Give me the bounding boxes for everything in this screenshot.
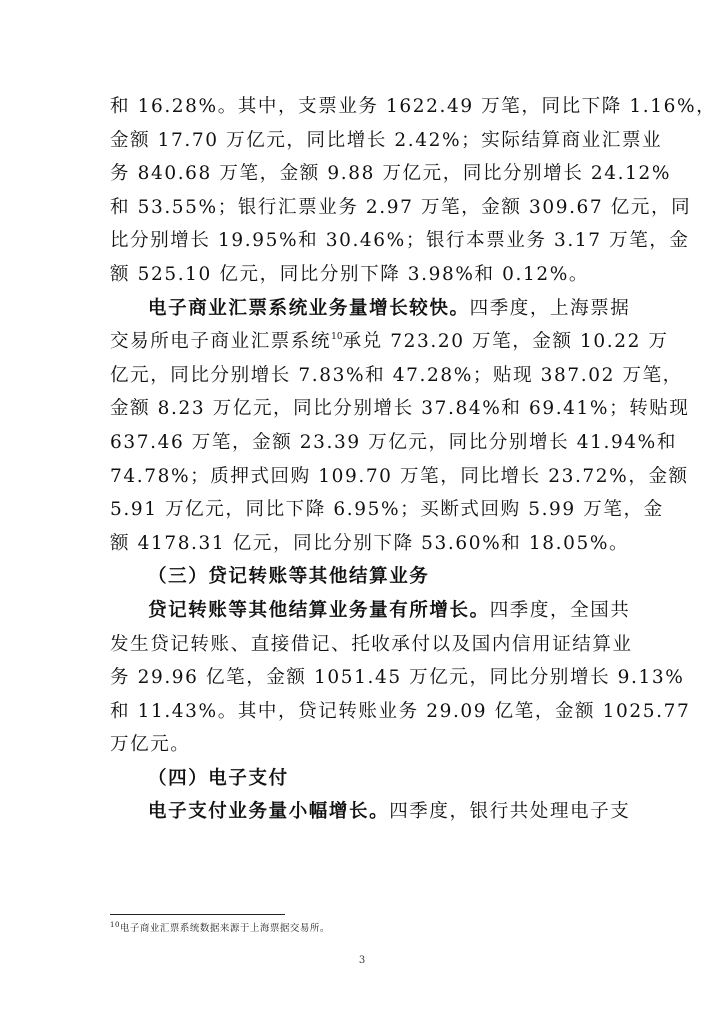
text-run: 四季度，上海票据	[469, 297, 631, 319]
text-line	[110, 325, 669, 359]
footnote-divider	[110, 914, 285, 915]
paragraph-lead-bold: 电子支付业务量小幅增长。	[148, 801, 390, 823]
text-line: 务 840.68 万笔，金额 9.88 万亿元，同比分别增长 24.12%	[110, 163, 672, 185]
footnote	[110, 922, 330, 936]
text-line: 金额 8.23 万亿元，同比分别增长 37.84%和 69.41%；转贴现	[110, 398, 690, 420]
section-heading: （四）电子支付	[148, 767, 289, 789]
paragraph-lead-bold: 电子商业汇票系统业务量增长较快。	[148, 297, 470, 319]
text-run: 交易所电子商业汇票系统	[110, 331, 332, 353]
text-run: 承兑 723.20 万笔，金额 10.22 万	[342, 331, 669, 353]
footnote-text: 电子商业汇票系统数据来源于上海票据交易所。	[119, 923, 330, 934]
paragraph-lead-line	[110, 795, 631, 829]
paragraph-lead-bold: 贷记转账等其他结算业务量有所增长。	[148, 599, 490, 621]
text-run: 四季度，全国共	[489, 599, 631, 621]
section-heading: （三）贷记转账等其他结算业务	[148, 566, 430, 588]
text-line: 74.78%；质押式回购 109.70 万笔，同比增长 23.72%，金额	[110, 465, 689, 487]
text-line: 额 525.10 亿元，同比分别下降 3.98%和 0.12%。	[110, 263, 589, 285]
text-line: 和 53.55%；银行汇票业务 2.97 万笔，金额 309.67 亿元，同	[110, 196, 692, 218]
page-number: 3	[358, 955, 366, 966]
text-line: 金额 17.70 万亿元，同比增长 2.42%；实际结算商业汇票业	[110, 129, 663, 151]
text-line: 和 11.43%。其中，贷记转账业务 29.09 亿笔，金额 1025.77	[110, 700, 691, 722]
text-line: 万亿元。	[110, 734, 191, 756]
text-line: 和 16.28%。其中，支票业务 1622.49 万笔，同比下降 1.16%，	[110, 96, 717, 117]
text-line: 发生贷记转账、直接借记、托收承付以及国内信用证结算业	[110, 633, 633, 655]
text-line: 务 29.96 亿笔，金额 1051.45 万亿元，同比分别增长 9.13%	[110, 667, 685, 689]
text-run: 四季度，银行共处理电子支	[389, 801, 631, 823]
text-line: 比分别增长 19.95%和 30.46%；银行本票业务 3.17 万笔，金	[110, 230, 690, 252]
text-line: 亿元，同比分别增长 7.83%和 47.28%；贴现 387.02 万笔，	[110, 364, 683, 386]
paragraph-lead-line	[110, 292, 631, 326]
paragraph-lead-line	[110, 594, 631, 628]
text-line: 637.46 万笔，金额 23.39 万亿元，同比分别增长 41.94%和	[110, 431, 677, 453]
footnote-reference[interactable]: 10	[331, 332, 343, 343]
body-text	[110, 90, 717, 829]
text-line: 5.91 万亿元，同比下降 6.95%；买断式回购 5.99 万笔，金	[110, 499, 664, 521]
footnote-mark: 10	[110, 921, 120, 929]
text-line: 额 4178.31 亿元，同比分别下降 53.60%和 18.05%。	[110, 532, 630, 554]
